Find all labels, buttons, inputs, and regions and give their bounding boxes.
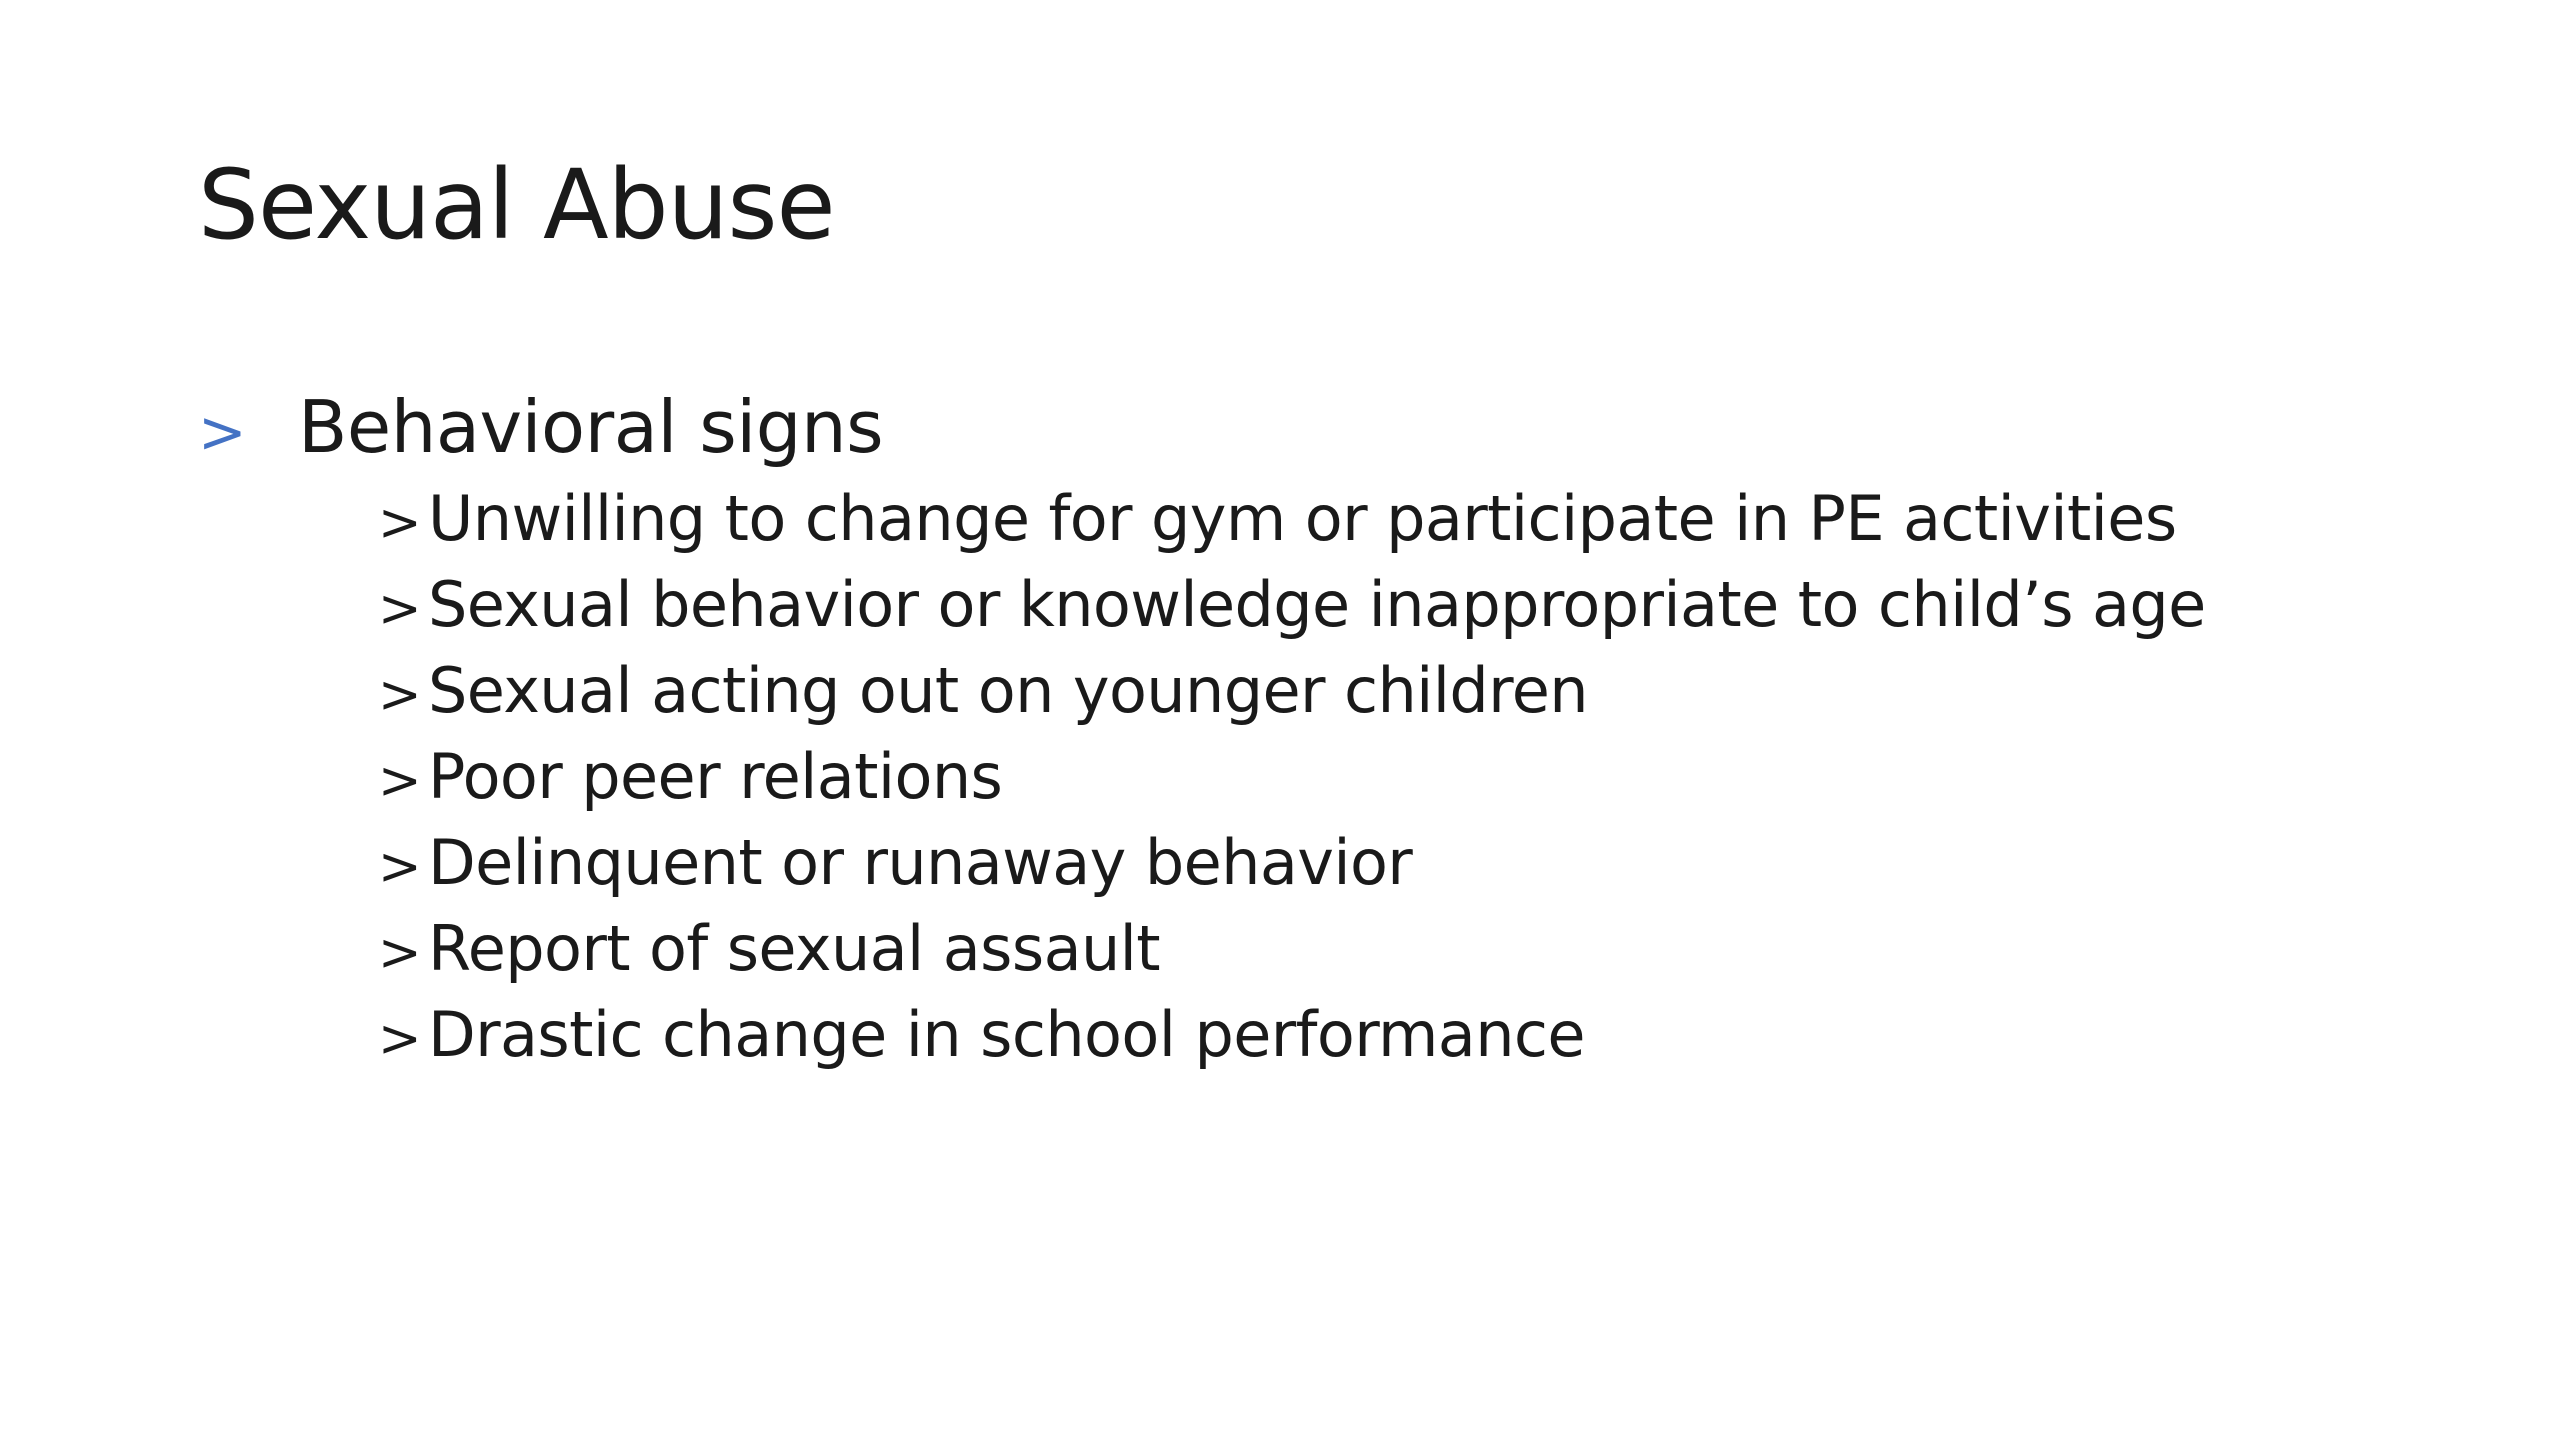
sub-bullet-text: Sexual acting out on younger children — [428, 654, 1588, 727]
chevron-right-icon: > — [198, 398, 247, 466]
chevron-right-icon: > — [378, 1009, 422, 1069]
chevron-right-icon: > — [378, 837, 422, 897]
sub-bullet-text: Report of sexual assault — [428, 912, 1160, 985]
chevron-right-icon: > — [378, 751, 422, 811]
sub-bullet-text: Unwilling to change for gym or participate in PE activities — [428, 482, 2177, 555]
sub-bullet-item — [378, 654, 2206, 740]
sub-bullet-text: Delinquent or runaway behavior — [428, 826, 1413, 899]
sub-bullet-item — [378, 826, 2206, 912]
sub-bullet-list — [378, 482, 2206, 1084]
sub-bullet-item — [378, 912, 2206, 998]
sub-bullet-item — [378, 740, 2206, 826]
sub-bullet-item — [378, 482, 2206, 568]
bullet-text: Behavioral signs — [298, 385, 884, 469]
slide-title: Sexual Abuse — [198, 149, 835, 261]
sub-bullet-text: Drastic change in school performance — [428, 998, 1585, 1071]
chevron-right-icon: > — [378, 665, 422, 725]
sub-bullet-item — [378, 568, 2206, 654]
sub-bullet-item — [378, 998, 2206, 1084]
chevron-right-icon: > — [378, 923, 422, 983]
chevron-right-icon: > — [378, 579, 422, 639]
sub-bullet-text: Poor peer relations — [428, 740, 1003, 813]
sub-bullet-text: Sexual behavior or knowledge inappropriate to child’s age — [428, 568, 2206, 641]
bullet-behavioral-signs — [198, 385, 883, 469]
chevron-right-icon: > — [378, 493, 422, 553]
